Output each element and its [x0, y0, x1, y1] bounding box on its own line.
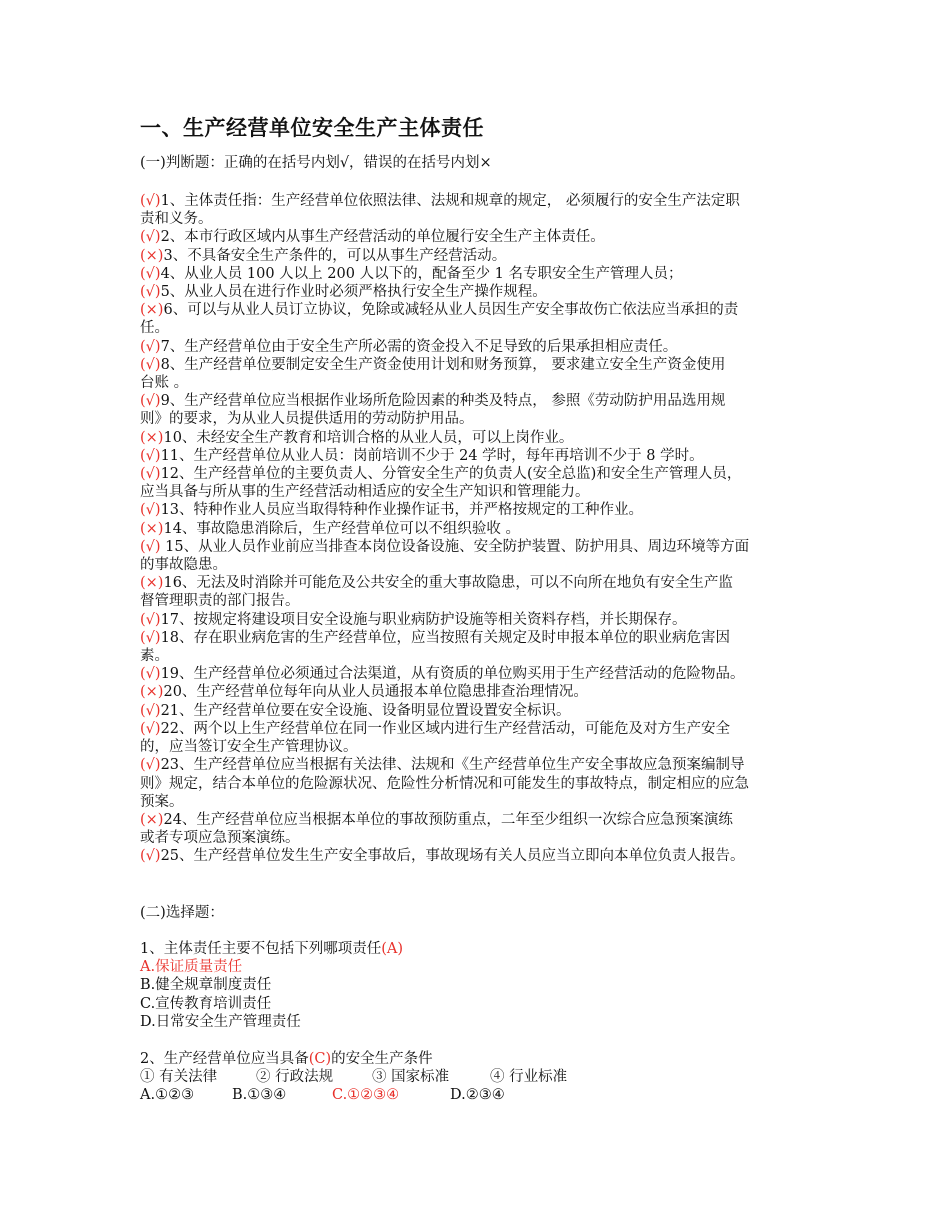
judge-mark: (×) [140, 429, 164, 446]
judge-text: 23、生产经营单位应当根据有关法律、法规和《生产经营单位生产安全事故应急预案编制导 [160, 757, 745, 774]
judge-item [140, 847, 820, 865]
judge-text: 25、生产经营单位发生生产安全事故后，事故现场有关人员应当立即向本单位负责人报告。 [160, 848, 745, 865]
judge-item [140, 392, 820, 428]
judge-text: 17、按规定将建设项目安全设施与职业病防护设施等相关资料存档，并长期保存。 [160, 611, 687, 628]
judge-item-line [140, 374, 820, 392]
judge-item-line [140, 738, 820, 756]
judge-item [140, 538, 820, 574]
option-d: D.②③④ [450, 1087, 505, 1104]
question-stem-after: 的安全生产条件 [331, 1051, 433, 1067]
option-a: A.保证质量责任 [140, 959, 243, 976]
judge-text: 9、生产经营单位应当根据作业场所危险因素的种类及特点， 参照《劳动防护用品选用规 [160, 393, 726, 410]
judge-text: 10、未经安全生产教育和培训合格的从业人员，可以上岗作业。 [163, 429, 574, 446]
judge-text: 6、可以与从业人员订立协议，免除或减轻从业人员因生产安全事故伤亡依法应当承担的责 [163, 302, 739, 319]
judge-mark: (√) [140, 447, 161, 464]
judge-text: 的，应当签订安全生产管理协议。 [140, 739, 358, 756]
judge-mark: (√) [140, 702, 161, 719]
judge-item-line [140, 247, 820, 265]
judge-mark: (√) [140, 757, 161, 774]
judge-item-line [140, 210, 820, 228]
judge-item-line [140, 647, 820, 665]
question-stem-text: 1、主体责任主要不包括下列哪项责任 [140, 941, 382, 957]
judge-item [140, 447, 820, 465]
judge-text: 16、无法及时消除并可能危及公共安全的重大事故隐患，可以不向所在地负有安全生产监 [163, 575, 733, 592]
judge-item [140, 192, 820, 228]
judge-question-list [140, 192, 820, 866]
condition-item: ③ 国家标准 [372, 1069, 450, 1086]
option-c: C.宣传教育培训责任 [140, 995, 272, 1012]
judge-item-line [140, 720, 820, 738]
judge-item-line [140, 538, 820, 556]
option-b: B.①③④ [232, 1087, 287, 1104]
judge-item-line [140, 775, 820, 793]
judge-item-line [140, 356, 820, 374]
judge-item [140, 465, 820, 501]
judge-text: 台账 。 [140, 375, 189, 392]
judge-mark: (×) [140, 247, 164, 264]
judge-text: 则》规定，结合本单位的危险源状况、危险性分析情况和可能发生的事故特点，制定相应的应急 [140, 775, 749, 792]
question-stem [140, 940, 403, 958]
judge-text: 8、生产经营单位要制定安全生产资金使用计划和财务预算， 要求建立安全生产资金使用 [160, 356, 726, 373]
judge-item [140, 683, 820, 701]
judge-mark: (√) [140, 229, 161, 246]
judge-item-line [140, 429, 820, 447]
answer-mark: (A) [381, 941, 404, 957]
judge-text: 1、主体责任指：生产经营单位依照法律、法规和规章的规定， 必须履行的安全生产法定职 [160, 193, 740, 209]
judge-text: 11、生产经营单位从业人员：岗前培训不少于 24 学时，每年再培训不少于 8 学时。 [160, 447, 704, 464]
option-b: B.健全规章制度责任 [140, 977, 272, 994]
judge-item-line [140, 811, 820, 829]
judge-item [140, 756, 820, 811]
judge-text: 2、本市行政区域内从事生产经营活动的单位履行安全生产主体责任。 [160, 229, 605, 246]
judge-item-line [140, 793, 820, 811]
judge-item-line [140, 556, 820, 574]
judge-mark: (√) [140, 611, 161, 628]
judge-item [140, 301, 820, 337]
judge-text: 15、从业人员作业前应当排查本岗位设备设施、安全防护装置、防护用具、周边环境等方面 [160, 538, 750, 555]
judge-item [140, 501, 820, 519]
judge-item-line [140, 228, 820, 246]
judge-mark: (√) [140, 502, 161, 519]
judge-item-line [140, 683, 820, 701]
judge-text: 的事故隐患。 [140, 557, 227, 574]
judge-mark: (√) [140, 356, 161, 373]
judge-mark: (√) [140, 538, 161, 555]
option-c: C.①②③④ [332, 1087, 400, 1104]
judge-item-line [140, 629, 820, 647]
judge-text: 督管理职责的部门报告。 [140, 593, 300, 610]
condition-item: ② 行政法规 [256, 1069, 334, 1086]
judge-mark: (×) [140, 520, 164, 537]
judge-text: 21、生产经营单位要在安全设施、设备明显位置设置安全标识。 [160, 702, 571, 719]
judge-text: 素。 [140, 648, 169, 665]
judge-item [140, 338, 820, 356]
condition-items [140, 1068, 567, 1086]
judge-item-line [140, 192, 820, 210]
judge-text: 22、两个以上生产经营单位在同一作业区域内进行生产经营活动，可能危及对方生产安全 [160, 720, 731, 737]
judge-text: 12、生产经营单位的主要负责人、分管安全生产的负责人(安全总监)和安全生产管理人员， [160, 466, 742, 483]
judge-item-line [140, 338, 820, 356]
option-d: D.日常安全生产管理责任 [140, 1013, 301, 1030]
judge-item [140, 520, 820, 538]
judge-item [140, 629, 820, 665]
judge-text: 5、从业人员在进行作业时必须严格执行安全生产操作规程。 [160, 284, 547, 301]
judge-text: 7、生产经营单位由于安全生产所必需的资金投入不足导致的后果承担相应责任。 [160, 338, 678, 355]
judge-item-line [140, 702, 820, 720]
judge-text: 19、生产经营单位必须通过合法渠道，从有资质的单位购买用于生产经营活动的危险物品。 [160, 666, 745, 683]
choice-section-heading: (二)选择题： [140, 905, 224, 921]
judge-text: 13、特种作业人员应当取得特种作业操作证书，并严格按规定的工种作业。 [160, 502, 644, 519]
judge-item-line [140, 611, 820, 629]
judge-item [140, 611, 820, 629]
judge-mark: (√) [140, 193, 161, 209]
judge-text: 则》的要求，为从业人员提供适用的劳动防护用品。 [140, 411, 474, 428]
judge-mark: (×) [140, 575, 164, 592]
judge-item-line [140, 574, 820, 592]
judge-text: 应当具备与所从事的生产经营活动相适应的安全生产知识和管理能力。 [140, 484, 590, 501]
judge-item [140, 283, 820, 301]
judge-text: 18、存在职业病危害的生产经营单位，应当按照有关规定及时申报本单位的职业病危害因 [160, 629, 731, 646]
question-stem [140, 1050, 567, 1068]
option-row [140, 1086, 567, 1104]
judge-item-line [140, 592, 820, 610]
section-title: 一、生产经营单位安全生产主体责任 [140, 116, 484, 140]
judge-text: 责和义务。 [140, 211, 213, 228]
judge-text: 3、不具备安全生产条件的，可以从事生产经营活动。 [163, 247, 507, 264]
judge-item-line [140, 829, 820, 847]
judge-item-line [140, 847, 820, 865]
judge-text: 4、从业人员 100 人以上 200 人以下的，配备至少 1 名专职安全生产管理人员； [160, 265, 683, 282]
judge-item-line [140, 483, 820, 501]
judge-item [140, 247, 820, 265]
judge-item [140, 228, 820, 246]
judge-item-line [140, 301, 820, 319]
judge-mark: (√) [140, 284, 161, 301]
question-stem-before: 2、生产经营单位应当具备 [140, 1051, 309, 1067]
judge-item [140, 429, 820, 447]
condition-item: ④ 行业标准 [490, 1069, 568, 1086]
option-a: A.①②③ [140, 1087, 195, 1104]
judge-item-line [140, 265, 820, 283]
judge-mark: (√) [140, 629, 161, 646]
judge-text: 或者专项应急预案演练。 [140, 830, 300, 847]
judge-item [140, 265, 820, 283]
judge-item [140, 574, 820, 610]
judge-item [140, 720, 820, 756]
judge-item-line [140, 756, 820, 774]
judge-mark: (√) [140, 848, 161, 865]
judge-item-line [140, 501, 820, 519]
choice-question-1 [140, 940, 403, 1031]
judge-item [140, 811, 820, 847]
judge-item-line [140, 410, 820, 428]
judge-item-line [140, 392, 820, 410]
judge-mark: (√) [140, 338, 161, 355]
judge-item-line [140, 520, 820, 538]
judge-item [140, 356, 820, 392]
judge-item-line [140, 447, 820, 465]
judge-mark: (×) [140, 684, 164, 701]
judge-text: 任。 [140, 320, 169, 337]
judge-item-line [140, 319, 820, 337]
judge-mark: (√) [140, 466, 161, 483]
judge-text: 24、生产经营单位应当根据本单位的事故预防重点，二年至少组织一次综合应急预案演练 [163, 811, 733, 828]
answer-mark: (C) [308, 1051, 332, 1067]
judge-item-line [140, 283, 820, 301]
judge-mark: (×) [140, 302, 164, 319]
judge-text: 20、生产经营单位每年向从业人员通报本单位隐患排查治理情况。 [163, 684, 588, 701]
judge-mark: (√) [140, 393, 161, 410]
judge-text: 预案。 [140, 793, 184, 810]
judge-item-line [140, 465, 820, 483]
judge-mark: (×) [140, 811, 164, 828]
judge-item [140, 665, 820, 683]
judge-mark: (√) [140, 265, 161, 282]
condition-item: ① 有关法律 [140, 1069, 218, 1086]
judge-section-heading: (一)判断题：正确的在括号内划√，错误的在括号内划× [140, 155, 492, 171]
judge-item [140, 702, 820, 720]
judge-mark: (√) [140, 720, 161, 737]
choice-question-2 [140, 1050, 567, 1105]
judge-text: 14、事故隐患消除后，生产经营单位可以不组织验收 。 [163, 520, 521, 537]
judge-item-line [140, 665, 820, 683]
judge-mark: (√) [140, 666, 161, 683]
